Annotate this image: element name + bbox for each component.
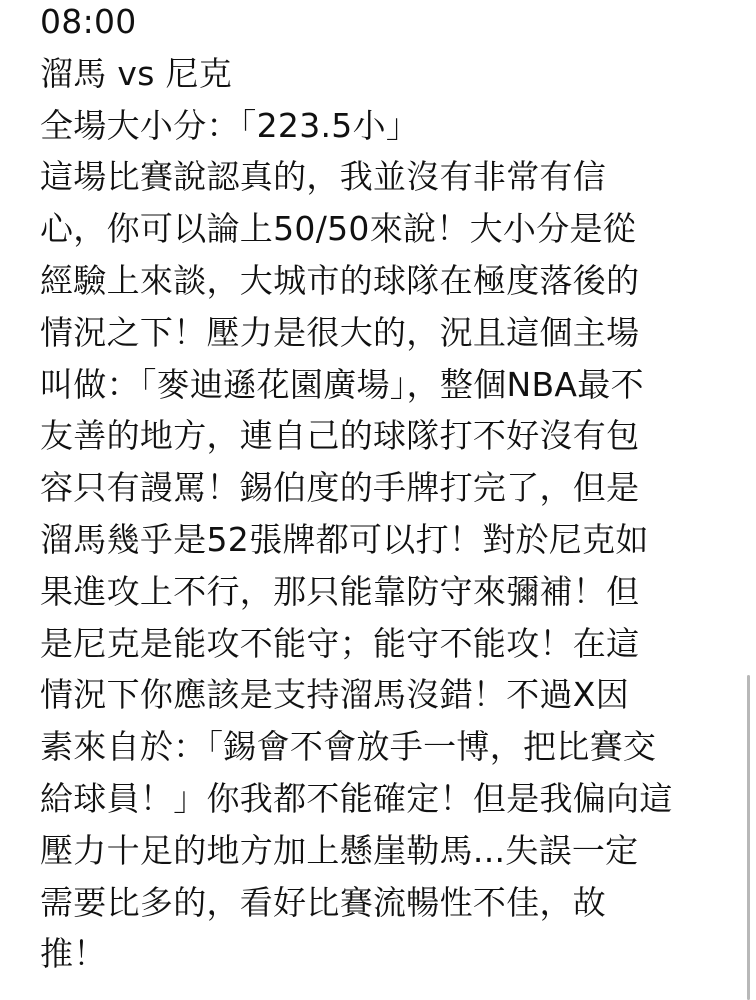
note-content[interactable] (40, 0, 730, 980)
note-body-line: 溜馬幾乎是52張牌都可以打！對於尼克如 (40, 519, 649, 559)
note-body-line: 這場比賽說認真的，我並沒有非常有信 (40, 157, 607, 197)
note-body-line: 經驗上來談，大城市的球隊在極度落後的 (40, 260, 640, 300)
note-body-line: 叫做：「麥迪遜花園廣場」，整個NBA最不 (40, 364, 644, 404)
note-body-line: 素來自於：「錫會不會放手一博，把比賽交 (40, 727, 657, 767)
note-time: 08:00 (40, 2, 137, 41)
note-body-line: 情況下你應該是支持溜馬沒錯！不過X因 (40, 675, 630, 715)
note-body-line: 友善的地方，連自己的球隊打不好沒有包 (40, 416, 640, 456)
note-body-line: 需要比多的，看好比賽流暢性不佳，故 (40, 882, 607, 922)
note-body-line: 容只有謾罵！錫伯度的手牌打完了，但是 (40, 468, 640, 508)
note-body-line: 推！ (40, 934, 107, 974)
note-body-line: 心，你可以論上50/50來說！大小分是從 (40, 209, 637, 249)
note-body-line: 果進攻上不行，那只能靠防守來彌補！但 (40, 571, 640, 611)
note-body-line: 壓力十足的地方加上懸崖勒馬...失誤一定 (40, 830, 639, 870)
note-body-line: 情況之下！壓力是很大的，況且這個主場 (40, 312, 640, 352)
note-body-line: 給球員！」你我都不能確定！但是我偏向這 (40, 778, 673, 818)
note-matchup: 溜馬 vs 尼克 (40, 53, 233, 93)
note-total-pick: 全場大小分：「223.5小」 (40, 105, 420, 145)
vertical-scrollbar[interactable] (747, 675, 750, 1000)
note-body-line: 是尼克是能攻不能守；能守不能攻！在這 (40, 623, 640, 663)
